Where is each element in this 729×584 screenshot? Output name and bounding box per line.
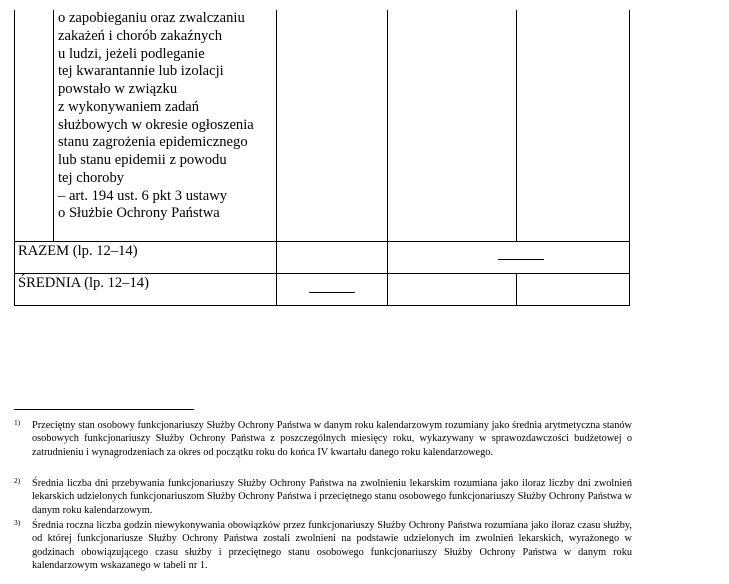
footnote-separator — [14, 409, 194, 410]
col-line-1 — [276, 10, 277, 306]
footnote-marker: 2) — [14, 476, 21, 485]
item-text-line: służbowych w okresie ogłoszenia — [58, 116, 254, 133]
razem-label: RAZEM (lp. 12–14) — [18, 243, 138, 259]
footnote-marker: 3) — [14, 518, 21, 527]
srednia-label: ŚREDNIA (lp. 12–14) — [18, 275, 149, 291]
item-text-line: zakażeń i chorób zakaźnych — [58, 27, 223, 44]
row-separator-srednia — [14, 273, 630, 274]
col-line-2 — [387, 10, 388, 306]
item-text-line: – art. 194 ust. 6 pkt 3 ustawy — [58, 187, 228, 204]
srednia-empty-dash — [309, 292, 355, 293]
item-text-line: stanu zagrożenia epidemicznego — [58, 134, 248, 151]
item-text-line: u ludzi, jeżeli podleganie — [58, 45, 205, 62]
footnote-2 — [14, 477, 634, 519]
razem-empty-dash — [498, 259, 544, 260]
footnote-text: Przeciętny stan osobowy funkcjonariuszy Służby Ochrony Państwa w danym roku kalendarzowym rozumiany jako średnia arytmetyczna stanów osobowych funkcjonariuszy Służby Ochrony Państwa z poszczególnych miesięcy roku, wykazywany w sprawozdawczości budżetowej o zatrudnieniu i wynagrodzeniach za okres od początku roku do końca IV kwartału danego roku kalendarzowego. — [32, 420, 632, 458]
footnote-3 — [14, 519, 634, 577]
table-border-right — [629, 10, 630, 306]
item-text-line: lub stanu epidemii z powodu — [58, 152, 227, 168]
col-line-3b — [516, 273, 517, 306]
item-text-line: o Służbie Ochrony Państwa — [58, 205, 220, 222]
item-text-line: o zapobieganiu oraz zwalczaniu — [58, 10, 245, 26]
footnote-1 — [14, 419, 634, 475]
col-line-3 — [516, 10, 517, 242]
item-text-line: z wykonywaniem zadań — [58, 98, 200, 115]
item-text-line: tej kwarantannie lub izolacji — [58, 63, 224, 80]
footnote-marker: 1) — [14, 418, 21, 427]
item-text-line: tej choroby — [58, 169, 125, 186]
table-border-left — [14, 10, 15, 306]
col-line-number — [53, 10, 54, 242]
table-border-bottom — [14, 305, 630, 306]
footnote-text: Średnia roczna liczba godzin niewykonywania obowiązków przez funkcjonariuszy Służby Ochrony Państwa rozumiana jako iloraz czasu służby, od której funkcjonariusze Służby Ochrony Państwa zostali zwolnieni na podstawie udzielonych im zwolnień lekarskich, wyrażonego w godzinach obowiązującego czasu służby i przeciętnego stanu osobowego funkcjonariuszy Służby Ochrony Państwa w danym roku kalendarzowym wskazanego w tabeli nr 1. — [32, 520, 632, 572]
row-separator-razem — [14, 241, 630, 242]
item-text-line: powstało w związku — [58, 81, 178, 97]
footnote-text: Średnia liczba dni przebywania funkcjonariuszy Służby Ochrony Państwa na zwolnieniu lekarskim rozumiana jako iloraz liczby dni zwolnień lekarskich udzielonych funkcjonariuszom Służby Ochrony Państwa i przeciętnego stanu osobowego funkcjonariuszy Służby Ochrony Państwa w danym roku kalendarzowym. — [32, 478, 632, 516]
statistics-table — [14, 10, 630, 306]
